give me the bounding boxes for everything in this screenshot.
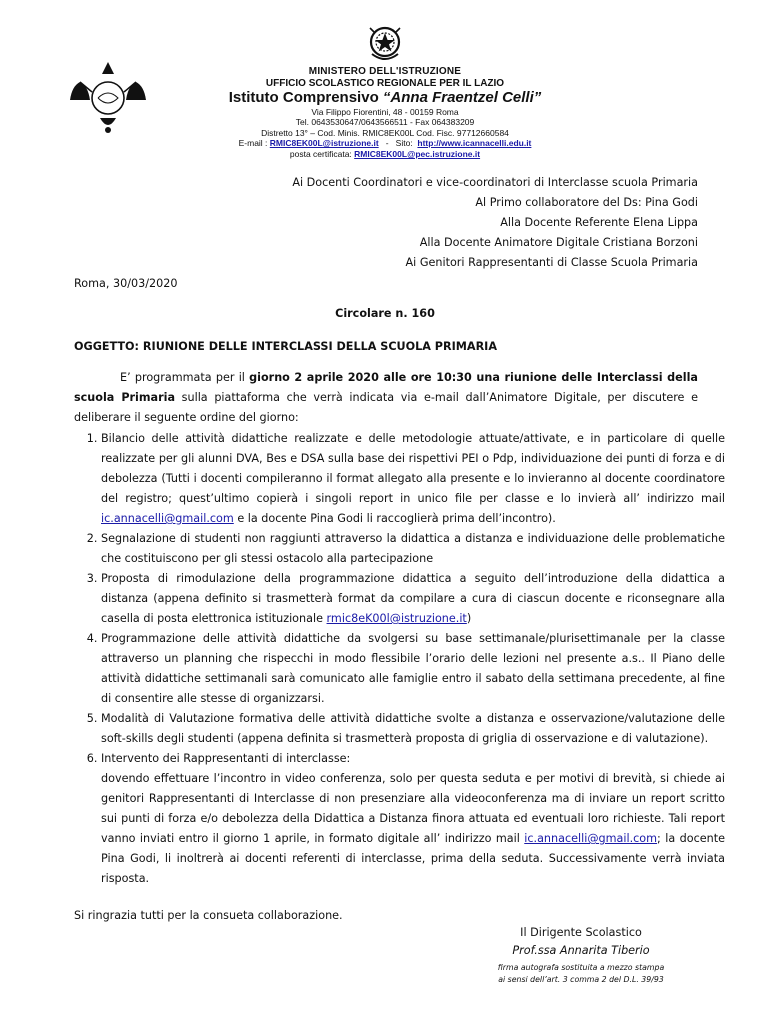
institute-title bbox=[0, 89, 770, 106]
district-line: Distretto 13° – Cod. Minis. RMIC8EK00L Cod. Fisc. 97712660584 bbox=[261, 128, 509, 138]
office-line: UFFICIO SCOLASTICO REGIONALE PER IL LAZIO bbox=[265, 78, 505, 89]
item-1-text-end: e la docente Pina Godi li raccoglierà prima dell’incontro). bbox=[233, 512, 556, 525]
item-1-text: Bilancio delle attività didattiche realizzate e delle metodologie attuate/attivate, e in particolare di quelle realizzate per gli alunni DVA, Bes e DSA sulla base dei rispettivi PEI o Pdp, individuazione dei punti di forza e di debolezza (Tutti i docenti compileranno il format allegato alla presente e lo invieranno al docente coordinatore del registro; quest’ultimo copierà i singoli report in unico file per classe e lo invierà all’ indirizzo mail bbox=[101, 432, 725, 505]
intro-text-c: sulla piattaforma che verrà indicata via e-mail dall’Animatore Digitale, per discutere e deliberare il seguente ordine del giorno: bbox=[74, 391, 698, 424]
subject: OGGETTO: RIUNIONE DELLE INTERCLASSI DELLA SCUOLA PRIMARIA bbox=[74, 340, 498, 353]
recipient-2: Al Primo collaboratore del Ds: Pina Godi bbox=[475, 196, 698, 209]
list-item bbox=[101, 709, 725, 749]
email-label: E-mail : bbox=[238, 138, 270, 148]
closing-line: Si ringrazia tutti per la consueta collaborazione. bbox=[74, 909, 343, 922]
item-5-text: Modalità di Valutazione formativa delle attività didattiche svolte a distanza e osservazione/valutazione delle soft-skills degli studenti (appena definita si trasmetterà proposta di griglia di osservazione e di valutazione). bbox=[101, 712, 725, 745]
recipient-4: Alla Docente Animatore Digitale Cristiana Borzoni bbox=[419, 236, 698, 249]
item-6-email-link[interactable]: ic.annacelli@gmail.com bbox=[524, 832, 658, 845]
item-6-title: Intervento dei Rappresentanti di interclasse: bbox=[101, 752, 351, 765]
signature-name: Prof.ssa Annarita Tiberio bbox=[512, 944, 650, 957]
item-1-email-link[interactable]: ic.annacelli@gmail.com bbox=[101, 512, 234, 525]
institute-name: “Anna Fraentzel Celli” bbox=[382, 89, 542, 106]
agenda-list bbox=[74, 429, 725, 889]
item-6-text-end: ; la docente Pina Godi, li inoltrerà ai docenti referenti di interclasse, prima della seduta. Successivamente verrà inviata risposta. bbox=[101, 832, 725, 885]
list-item bbox=[101, 569, 725, 629]
email-link[interactable]: RMIC8EK00L@istruzione.it bbox=[269, 138, 379, 148]
institute-prefix: Istituto Comprensivo bbox=[228, 89, 383, 106]
recipient-1: Ai Docenti Coordinatori e vice-coordinatori di Interclasse scuola Primaria bbox=[292, 176, 698, 189]
list-item bbox=[101, 749, 725, 889]
item-3-text-end: ) bbox=[466, 612, 472, 625]
pec-link[interactable]: RMIC8EK00L@pec.istruzione.it bbox=[354, 149, 481, 159]
intro-paragraph bbox=[74, 368, 698, 428]
recipient-3: Alla Docente Referente Elena Lippa bbox=[500, 216, 698, 229]
date: Roma, 30/03/2020 bbox=[74, 277, 178, 290]
item-4-text: Programmazione delle attività didattiche da svolgersi su base settimanale/plurisettimanale per la classe attraverso un planning che rispecchi in modo flessibile l’orario delle lezioni nel presente a.s.. Il Piano delle attività didattiche settimanali sarà comunicato alle famiglie entro il sabato della settimana precedente, al fine di consentire alle stesse di organizzarsi. bbox=[101, 632, 725, 705]
pec-label: posta certificata: bbox=[289, 149, 355, 159]
list-item bbox=[101, 629, 725, 709]
phone-line: Tel. 0643530647/0643566511 - Fax 064383209 bbox=[295, 117, 475, 127]
signature-note-2: ai sensi dell’art. 3 comma 2 del D.L. 39/93 bbox=[498, 975, 664, 984]
site-label: - Sito: bbox=[378, 138, 418, 148]
address-line: Via Filippo Fiorentini, 48 - 00159 Roma bbox=[311, 107, 459, 117]
item-2-text: Segnalazione di studenti non raggiunti attraverso la didattica a distanza e individuazione delle problematiche che costituiscono per gli stessi ostacolo alla partecipazione bbox=[101, 532, 725, 565]
recipient-5: Ai Genitori Rappresentanti di Classe Scuola Primaria bbox=[405, 256, 698, 269]
list-item bbox=[101, 429, 725, 529]
site-link[interactable]: http://www.icannacelli.edu.it bbox=[417, 138, 532, 148]
item-6-text: dovendo effettuare l’incontro in video conferenza, solo per questa seduta e per motivi di brevità, si chiede ai genitori Rappresentanti di Interclasse di non presenziare alla videoconferenza ma di inviare un report scritto sui punti di forza e/o debolezza della Didattica a Distanza finora attuata ed eventuali loro richieste. Tali report vanno inviati entro il giorno 1 aprile, in formato digitale all’ indirizzo mail bbox=[101, 772, 725, 845]
signature-role: Il Dirigente Scolastico bbox=[520, 926, 642, 939]
intro-text-a: E’ programmata per il bbox=[120, 371, 250, 384]
pec-line bbox=[0, 149, 770, 159]
intro-text-bold: giorno 2 aprile 2020 alle ore 10:30 una riunione delle Interclassi della scuola Primaria bbox=[74, 371, 698, 404]
ministry-line: MINISTERO DELL'ISTRUZIONE bbox=[308, 66, 462, 77]
republic-emblem bbox=[366, 24, 404, 64]
list-item bbox=[101, 529, 725, 569]
item-3-email-link[interactable]: rmic8eK00l@istruzione.it bbox=[326, 612, 467, 625]
contact-line bbox=[0, 138, 770, 148]
circular-number: Circolare n. 160 bbox=[335, 307, 435, 320]
signature-note-1: firma autografa sostituita a mezzo stampa bbox=[497, 963, 665, 972]
item-3-text: Proposta di rimodulazione della programmazione didattica a seguito dell’introduzione della didattica a distanza (appena definito si trasmetterà format da compilare a cura di ciascun docente e riconsegnare alla casella di posta elettronica istituzionale bbox=[101, 572, 725, 625]
